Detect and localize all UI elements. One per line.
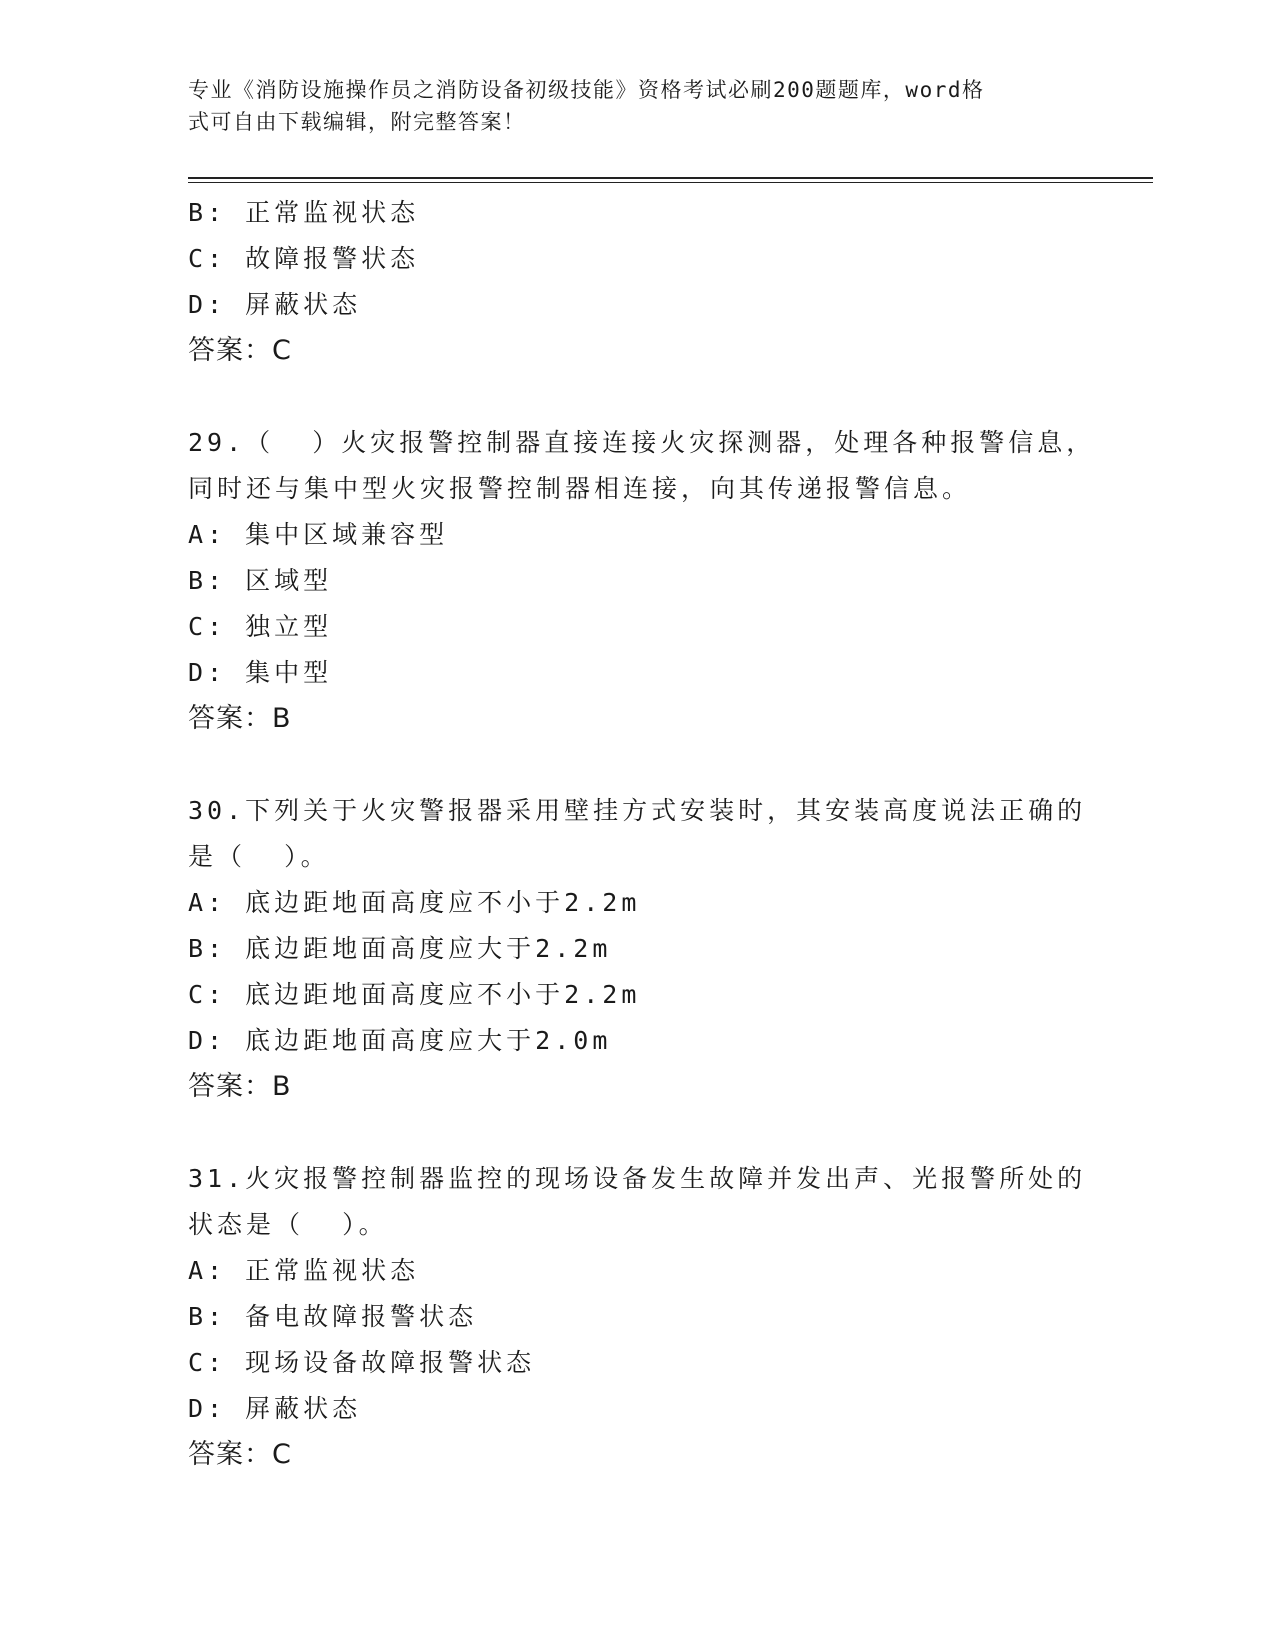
option-d: D: 集中型 [188,658,333,687]
option-b: B: 底边距地面高度应大于2.2m [188,934,612,963]
option-d: D: 屏蔽状态 [188,1394,362,1423]
option-b: B: 正常监视状态 [188,198,420,227]
page-header [188,74,1068,138]
answer-line: 答案：C [188,335,292,366]
option-c: C: 现场设备故障报警状态 [188,1348,536,1377]
answer-line: 答案：C [188,1439,292,1470]
question-block-31 [188,1156,1088,1478]
question-block-prev [188,190,1088,374]
question-text-line-1: 31.火灾报警控制器监控的现场设备发生故障并发出声、光报警所处的 [188,1164,1087,1193]
question-content [188,190,1096,1478]
question-text-line-2: 是（ ）。 [188,842,330,871]
question-text-line-2: 同时还与集中型火灾报警控制器相连接，向其传递报警信息。 [188,474,972,503]
answer-line: 答案：B [188,1071,292,1102]
option-d: D: 屏蔽状态 [188,290,362,319]
option-b: B: 区域型 [188,566,333,595]
header-line-2: 式可自由下载编辑，附完整答案！ [188,110,526,134]
answer-line: 答案：B [188,703,292,734]
header-line-1: 专业《消防设施操作员之消防设备初级技能》资格考试必刷200题题库，word格 [188,78,985,102]
question-block-30 [188,788,1088,1110]
question-text-line-1: 30.下列关于火灾警报器采用壁挂方式安装时，其安装高度说法正确的 [188,796,1087,825]
option-a: A: 底边距地面高度应不小于2.2m [188,888,641,917]
header-divider-thin [188,182,1153,183]
option-b: B: 备电故障报警状态 [188,1302,478,1331]
question-text-line-1: 29.（ ）火灾报警控制器直接连接火灾探测器，处理各种报警信息， [188,428,1096,457]
question-text-line-2: 状态是（ ）。 [188,1210,388,1239]
option-d: D: 底边距地面高度应大于2.0m [188,1026,612,1055]
option-c: C: 底边距地面高度应不小于2.2m [188,980,641,1009]
option-a: A: 正常监视状态 [188,1256,420,1285]
option-c: C: 独立型 [188,612,333,641]
option-c: C: 故障报警状态 [188,244,420,273]
question-block-29 [188,420,1096,742]
header-divider-thick [188,177,1153,179]
option-a: A: 集中区域兼容型 [188,520,449,549]
